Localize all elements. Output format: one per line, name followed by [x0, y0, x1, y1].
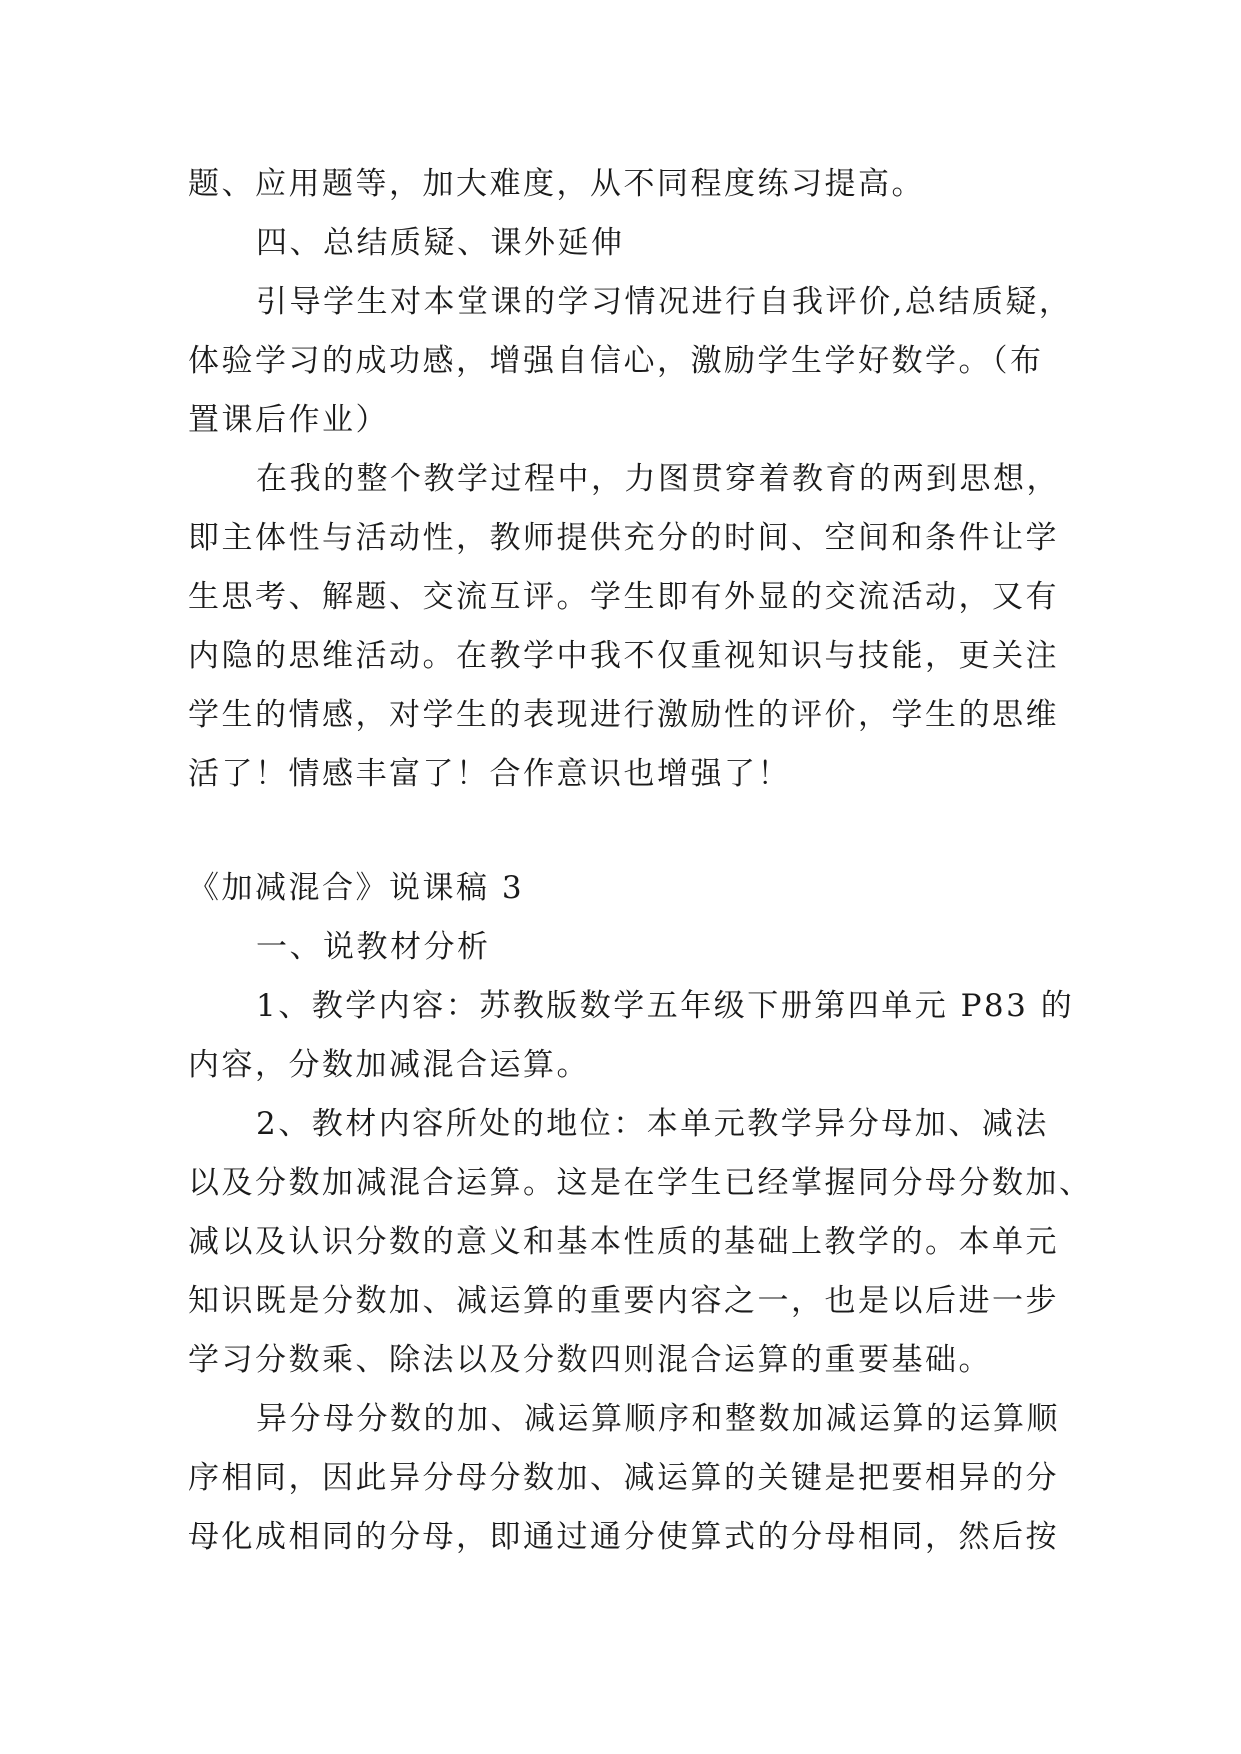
- text-line: 母化成相同的分母，即通过通分使算式的分母相同，然后按: [188, 1519, 1059, 1555]
- text-line: 内容，分数加减混合运算。: [188, 1047, 590, 1083]
- text-line: 题、应用题等，加大难度，从不同程度练习提高。: [188, 166, 925, 202]
- text-line: 内隐的思维活动。在教学中我不仅重视知识与技能，更关注: [188, 638, 1059, 674]
- text-line: 知识既是分数加、减运算的重要内容之一，也是以后进一步: [188, 1283, 1059, 1319]
- text-line: 以及分数加减混合运算。这是在学生已经掌握同分母分数加、: [188, 1165, 1093, 1201]
- document-title: 《加减混合》说课稿 3: [188, 870, 525, 906]
- text-line: 在我的整个教学过程中，力图贯穿着教育的两到思想，: [256, 461, 1060, 497]
- text-line: 活了！情感丰富了！合作意识也增强了！: [188, 756, 791, 792]
- text-line: 体验学习的成功感，增强自信心，激励学生学好数学。（布: [188, 343, 1044, 379]
- section-heading: 一、说教材分析: [256, 929, 491, 965]
- text-line: 减以及认识分数的意义和基本性质的基础上教学的。本单元: [188, 1224, 1059, 1260]
- text-line: 1、教学内容：苏教版数学五年级下册第四单元 P83 的: [256, 988, 1075, 1024]
- text-line: 引导学生对本堂课的学习情况进行自我评价,总结质疑，: [256, 284, 1073, 320]
- text-line: 2、教材内容所处的地位：本单元教学异分母加、减法: [256, 1106, 1049, 1142]
- section-heading: 四、总结质疑、课外延伸: [256, 225, 625, 261]
- text-line: 生思考、解题、交流互评。学生即有外显的交流活动，又有: [188, 579, 1059, 615]
- text-line: 异分母分数的加、减运算顺序和整数加减运算的运算顺: [256, 1401, 1060, 1437]
- text-line: 序相同，因此异分母分数加、减运算的关键是把要相异的分: [188, 1460, 1059, 1496]
- text-line: 学习分数乘、除法以及分数四则混合运算的重要基础。: [188, 1342, 992, 1378]
- text-line: 学生的情感，对学生的表现进行激励性的评价，学生的思维: [188, 697, 1059, 733]
- text-line: 置课后作业）: [188, 402, 389, 438]
- text-line: 即主体性与活动性，教师提供充分的时间、空间和条件让学: [188, 520, 1059, 556]
